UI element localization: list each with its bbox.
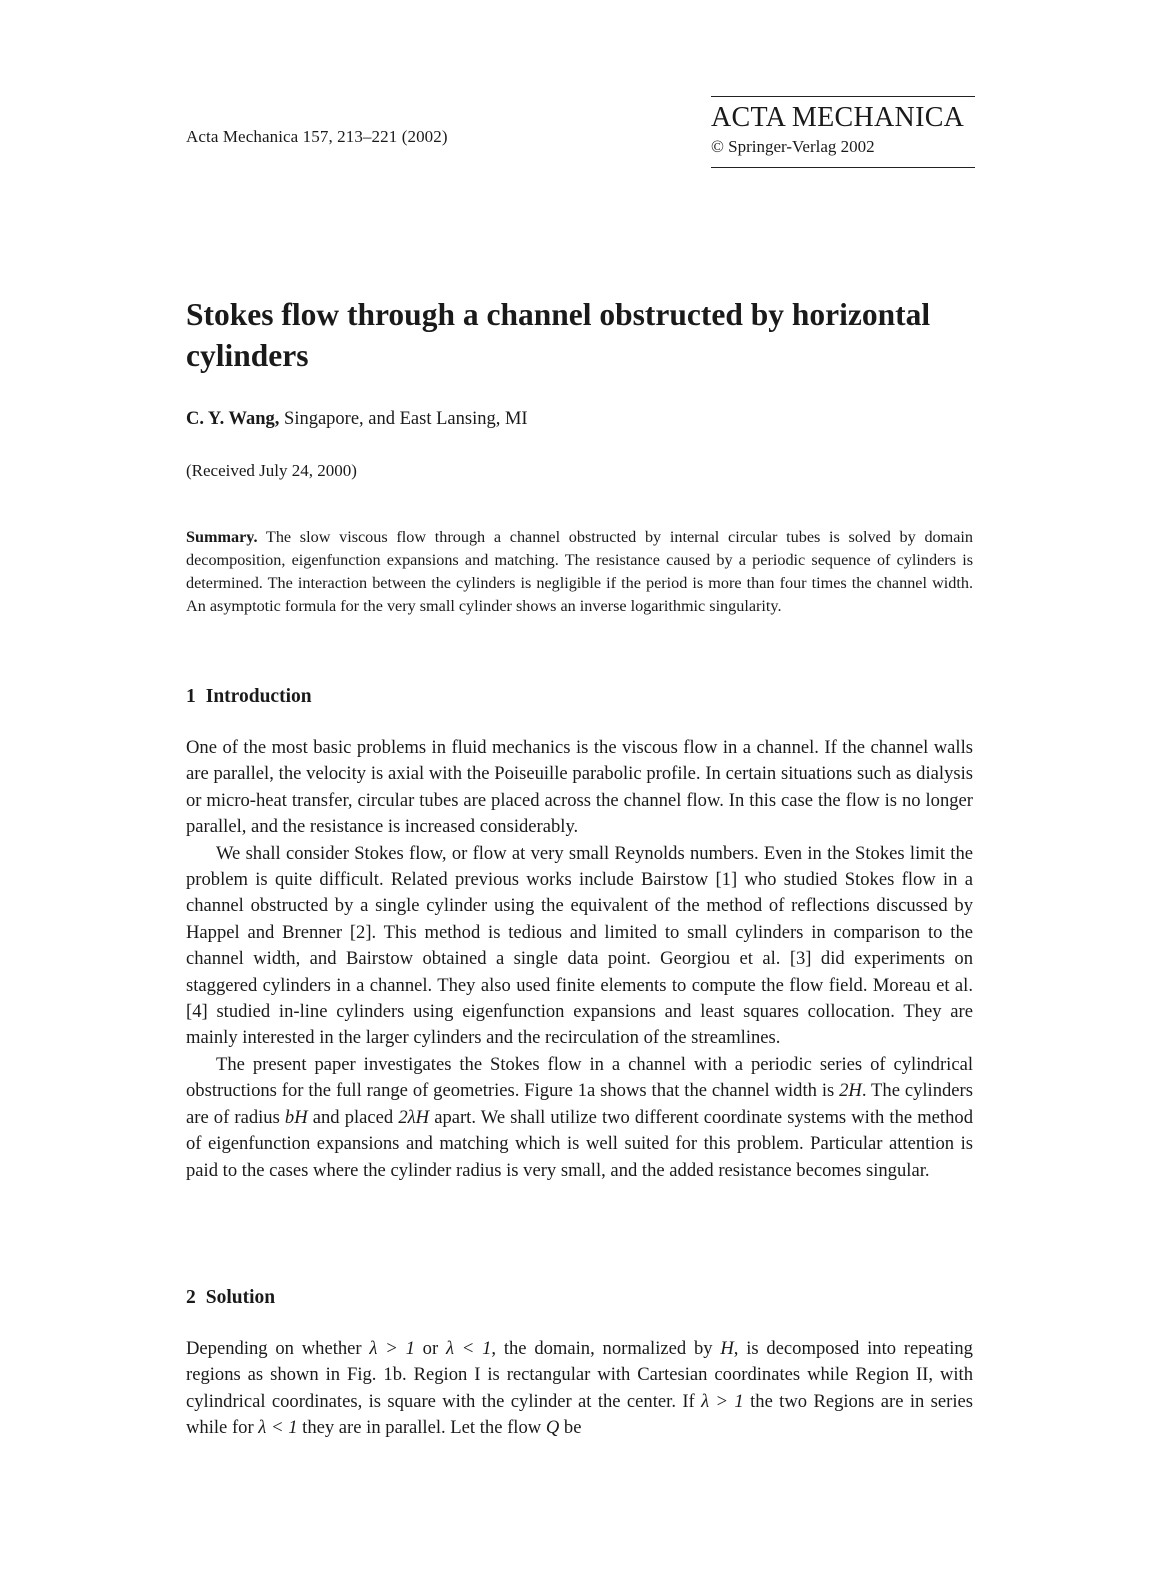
math-inline: 2λH (398, 1106, 430, 1128)
journal-citation: Acta Mechanica 157, 213–221 (2002) (186, 127, 448, 146)
text-run: , is decomposed into repeating regions as shown in Fig. 1b. Region I is rectangular with Cartesian coordinates while Region II, with cylindrical coordinates, is square with the cylinder at the center. If (186, 1338, 973, 1412)
text-run: The present paper investigates the Stokes flow in a channel with a periodic series of cylindrical obstructions for the full range of geometries. Figure 1a shows that the channel width is (186, 1053, 973, 1102)
section-number: 1 (186, 686, 196, 707)
text-run: they are in parallel. Let the flow (297, 1417, 546, 1439)
author-name: C. Y. Wang, (186, 409, 280, 429)
paragraph (186, 1336, 973, 1442)
math-inline: 2H (839, 1080, 862, 1102)
masthead-bottom-rule (711, 167, 975, 168)
text-run: and placed (307, 1106, 399, 1128)
author-affiliation: Singapore, and East Lansing, MI (279, 409, 528, 429)
introduction-body (186, 735, 973, 1184)
publisher-copyright: © Springer-Verlag 2002 (711, 137, 875, 156)
summary-label: Summary. (186, 528, 258, 546)
section-number: 2 (186, 1287, 196, 1308)
section-heading-solution (186, 1287, 275, 1309)
paragraph: We shall consider Stokes flow, or flow at very small Reynolds numbers. Even in the Stokes limit the problem is quite difficult. Related previous works include Bairstow [1] who studied Stokes flow in a channel obstructed by a single cylinder using the equivalent of the method of reflections discussed by Happel and Brenner [2]. This method is tedious and limited to small cylinders in comparison to the channel width, and Bairstow obtained a single data point. Georgiou et al. [3] did experiments on staggered cylinders in a channel. They also used finite elements to compute the flow field. Moreau et al. [4] studied in-line cylinders using eigenfunction expansions and least squares collocation. They are mainly interested in the larger cylinders and the recirculation of the streamlines. (186, 842, 973, 1049)
author-line (186, 409, 528, 430)
section-title: Solution (205, 1287, 276, 1308)
section-title: Introduction (205, 686, 312, 707)
paragraph: One of the most basic problems in fluid mechanics is the viscous flow in a channel. If the channel walls are parallel, the velocity is axial with the Poiseuille parabolic profile. In certain situations such as dialysis or micro-heat transfer, circular tubes are placed across the channel flow. In this case the flow is no longer parallel, and the resistance is increased considerably. (186, 737, 973, 838)
section-heading-introduction (186, 686, 312, 708)
text-run: Depending on whether (186, 1338, 370, 1359)
text-run: . The cylinders are of radius (186, 1080, 973, 1128)
text-run: apart. We shall utilize two different coordinate systems with the method of eigenfunction expansions and matching which is well suited for this problem. Particular attention is paid to the cases where the cylinder radius is very small, and the added resistance becomes singular. (186, 1106, 973, 1181)
summary-text: The slow viscous flow through a channel obstructed by internal circular tubes is solved by domain decomposition, eigenfunction expansions and matching. The resistance caused by a periodic sequence of cylinders is determined. The interaction between the cylinders is negligible if the period is more than four times the channel width. An asymptotic formula for the very small cylinder shows an inverse logarithmic singularity. (186, 528, 973, 616)
solution-body (186, 1336, 973, 1442)
math-inline: H (720, 1338, 734, 1359)
received-date: (Received July 24, 2000) (186, 461, 357, 480)
math-inline: λ > 1 (701, 1390, 744, 1412)
summary-abstract (186, 526, 973, 618)
paper-title: Stokes flow through a channel obstructed by horizontal cylinders (186, 297, 931, 373)
paragraph (186, 1052, 973, 1184)
math-inline: bH (284, 1106, 308, 1128)
math-inline: λ < 1 (445, 1338, 492, 1359)
masthead-top-rule (711, 96, 975, 97)
text-run: be (559, 1417, 582, 1439)
text-run: the two Regions are in series while for (186, 1390, 973, 1439)
journal-name: ACTA MECHANICA (711, 102, 965, 133)
math-inline: λ > 1 (369, 1338, 415, 1359)
math-inline: λ < 1 (258, 1417, 298, 1439)
text-run: or (414, 1338, 446, 1359)
math-inline: Q (545, 1417, 560, 1439)
text-run: , the domain, normalized by (491, 1338, 721, 1359)
journal-masthead (711, 96, 975, 168)
